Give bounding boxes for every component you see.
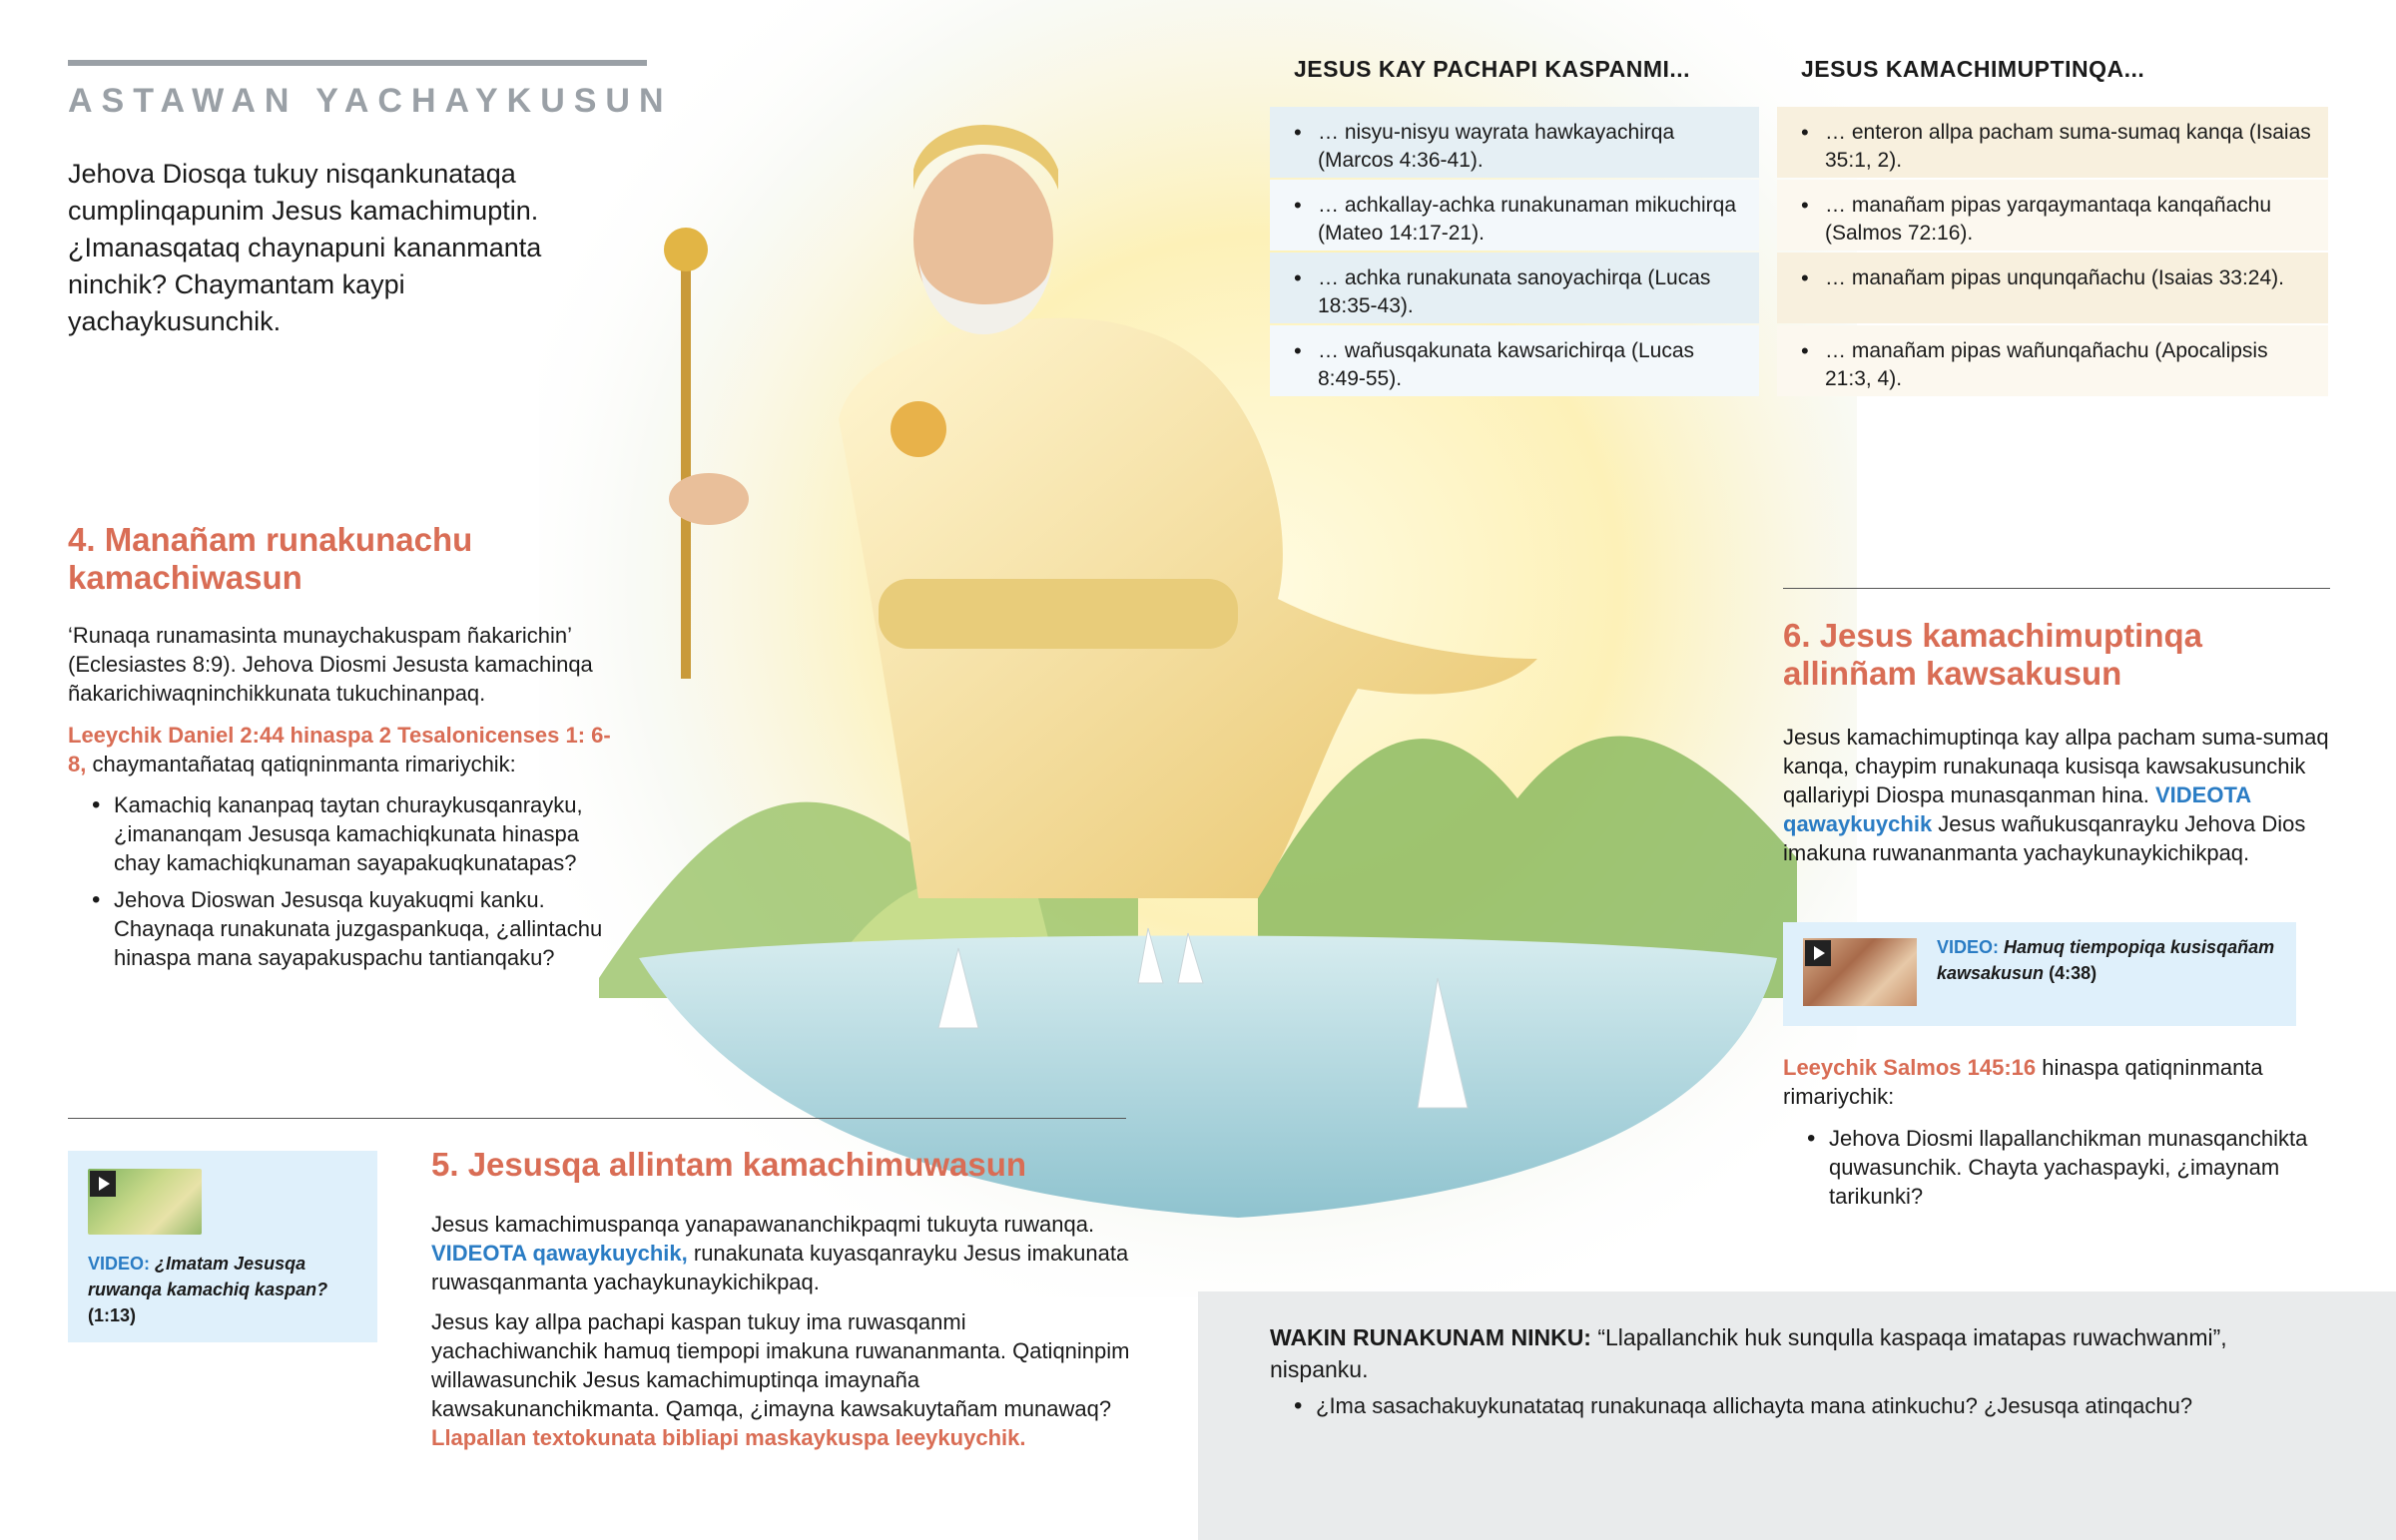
video-caption[interactable] [88, 1251, 357, 1328]
play-icon[interactable] [90, 1171, 116, 1197]
footer-box [1198, 1291, 2396, 1540]
section6-read-rest: hinaspa qatiqninmanta rimariychik: [1783, 1055, 2263, 1109]
section4-read-link[interactable]: Leeychik Daniel 2:44 hinaspa 2 Tesalonicenses 1: 6-8, [68, 723, 611, 776]
footer-quote-text: “Llapallanchik huk sunqulla kaspaqa imatapas ruwachwanmi”, nispanku. [1270, 1324, 2227, 1382]
footer-label: WAKIN RUNAKUNAM NINKU: [1270, 1324, 1591, 1350]
list-item: • Jehova Diosmi llapallanchikman munasqanchikta quwasunchik. Chayta yachaspayki, ¿imaynam tarikunki? [1783, 1124, 2342, 1211]
section6-read [1783, 1053, 2342, 1111]
section4-read-rest: chaymantañataq qatiqninmanta rimariychik: [86, 752, 516, 776]
table1-row: • … achkallay-achka runakunaman mikuchirqa (Mateo 14:17-21). [1270, 180, 1759, 251]
table1-heading: JESUS KAY PACHAPI KASPANMI... [1294, 56, 1691, 82]
section5-title: 5. Jesusqa allintam kamachimuwasun [431, 1146, 1027, 1183]
table1-row: • … nisyu-nisyu wayrata hawkayachirqa (Marcos 4:36-41). [1270, 107, 1759, 178]
video-link[interactable]: VIDEOTA qawaykuychik, [431, 1241, 688, 1266]
video-link[interactable]: VIDEOTA qawaykuychik [1783, 782, 2251, 836]
table2-row: • … manañam pipas unqunqañachu (Isaias 33:24). [1777, 253, 2328, 323]
table2-row: • … manañam pipas wañunqañachu (Apocalipsis 21:3, 4). [1777, 325, 2328, 396]
table2-row: • … enteron allpa pacham suma-sumaq kanqa (Isaias 35:1, 2). [1777, 107, 2328, 178]
section4-title: 4. Manañam runakunachu kamachiwasun [68, 521, 473, 596]
read-link[interactable]: Llapallan textokunata bibliapi maskaykuspa leeykuychik. [431, 1425, 1026, 1450]
video-thumbnail[interactable] [88, 1169, 202, 1235]
video-prefix: VIDEO: [1937, 937, 2000, 957]
table2-heading: JESUS KAMACHIMUPTINQA... [1801, 56, 2145, 82]
section6-questions [1783, 1124, 2342, 1219]
footer-questions [1270, 1391, 2328, 1428]
divider [68, 1118, 1126, 1119]
list-item: • ¿Ima sasachakuykunatataq runakunaqa allichayta mana atinkuchu? ¿Jesusqa atinqachu? [1270, 1391, 2328, 1420]
table1-row: • … achka runakunata sanoyachirqa (Lucas 18:35-43). [1270, 253, 1759, 323]
table1-row: • … wañusqakunata kawsarichirqa (Lucas 8:49-55). [1270, 325, 1759, 396]
section6-body [1783, 723, 2342, 867]
section4-read [68, 721, 627, 778]
video-card-2[interactable] [1783, 922, 2296, 1026]
text: Jesus wañukusqanrayku Jehova Dios imakuna ruwananmanta yachaykunaykichikpaq. [1783, 811, 2306, 865]
video-thumbnail[interactable] [1803, 938, 1917, 1006]
divider [1783, 588, 2330, 589]
header-rule [68, 60, 647, 66]
video-card-1[interactable] [68, 1151, 377, 1342]
section5-paragraph-1 [431, 1210, 1130, 1296]
text: Jesus kamachimuspanqa yanapawananchikpaqmi tukuyta ruwanqa. [431, 1212, 1095, 1237]
video-duration: (4:38) [2049, 963, 2097, 983]
section5-paragraph-2 [431, 1307, 1130, 1452]
text: runakunata kuyasqanrayku Jesus imakunata ruwasqanmanta yachaykunaykichikpaq. [431, 1241, 1129, 1294]
text: Jesus kamachimuptinqa kay allpa pacham suma-sumaq kanqa, chaypim runakunaqa kusisqa kawsakusunchik qallariypi Diospa munasqanman hina. [1783, 725, 2329, 807]
video-prefix: VIDEO: [88, 1254, 151, 1274]
video-title: ¿Imatam Jesusqa ruwanqa kamachiq kaspan? [88, 1254, 328, 1299]
intro-text: Jehova Diosqa tukuy nisqankunataqa cumplinqapunim Jesus kamachimuptin. ¿Imanasqataq chaynapuni kananmanta ninchik? Chaymantam kaypi yachaykusunchik. [68, 159, 542, 336]
video-title: Hamuq tiempopiqa kusisqañam kawsakusun [1937, 937, 2275, 983]
section6-title: 6. Jesus kamachimuptinqa allinñam kawsakusun [1783, 617, 2202, 692]
section-label: ASTAWAN YACHAYKUSUN [68, 82, 673, 120]
text: Jesus kay allpa pachapi kaspan tukuy ima ruwasqanmi yachachiwanchik hamuq tiempopi imakuna ruwananmanta. Qatiqninpim willawasunchik Jesus kamachimuptinqa imaynaña kawsakunanchikmanta. Qamqa, ¿imayna kawsakuytañam munawaq? [431, 1309, 1130, 1421]
video-caption[interactable] [1937, 934, 2276, 986]
section6-read-link[interactable]: Leeychik Salmos 145:16 [1783, 1055, 2037, 1080]
play-icon[interactable] [1805, 940, 1831, 966]
section4-questions [68, 790, 627, 980]
video-duration: (1:13) [88, 1305, 137, 1325]
list-item: • Jehova Dioswan Jesusqa kuyakuqmi kanku. Chaynaqa runakunata juzgaspankuqa, ¿allintachu hinaspa mana sayapakuspachu tantianqaku? [68, 885, 627, 972]
table2-row: • … manañam pipas yarqaymantaqa kanqañachu (Salmos 72:16). [1777, 180, 2328, 251]
footer-quote [1270, 1321, 2328, 1385]
list-item: • Kamachiq kananpaq taytan churaykusqanrayku, ¿imananqam Jesusqa kamachiqkunata hinaspa chay kamachiqkunaman sayapakuqkunatapas? [68, 790, 627, 877]
section4-body: ‘Runaqa runamasinta munaychakuspam ñakarichin’ (Eclesiastes 8:9). Jehova Diosmi Jesusta kamachinqa ñakarichiwaqninchikkunata tukuchinanpaq. [68, 623, 593, 706]
